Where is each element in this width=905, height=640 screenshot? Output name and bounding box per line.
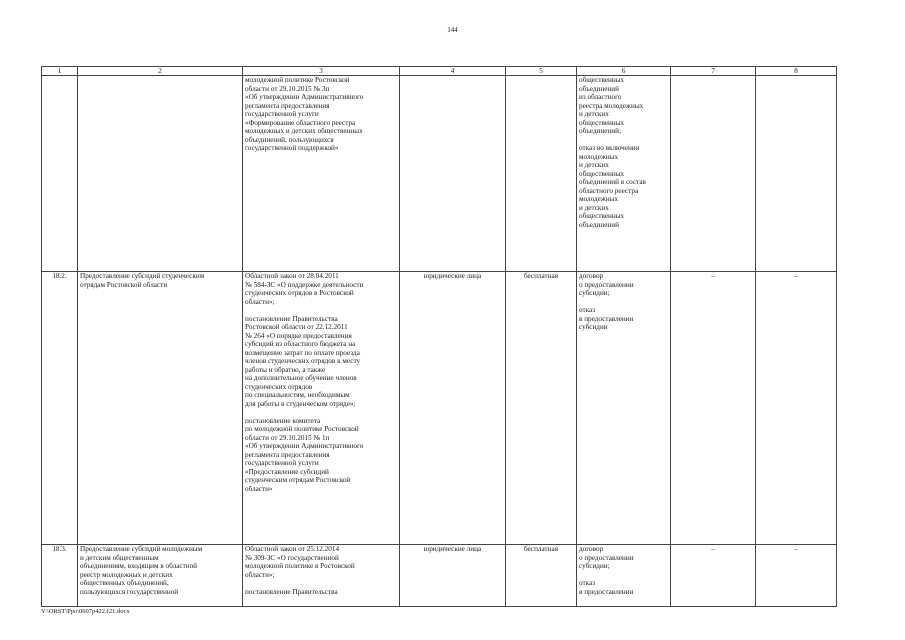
col7-value: – xyxy=(671,272,756,545)
col-header-7: 7 xyxy=(671,67,756,76)
file-path-footer: Y:\ORST\Ppo\0607p422.f21.docx xyxy=(41,608,130,615)
service-name: Предоставление субсидий студенческим отрядам Ростовской области xyxy=(78,272,243,545)
table-row xyxy=(42,545,837,607)
col8-value xyxy=(756,76,837,272)
col-header-2: 2 xyxy=(78,67,243,76)
cost: бесплатная xyxy=(506,272,577,545)
col8-value: – xyxy=(756,272,837,545)
col-header-4: 4 xyxy=(400,67,506,76)
col-header-3: 3 xyxy=(243,67,400,76)
col7-value: – xyxy=(671,545,756,607)
header-row xyxy=(42,67,837,76)
cost: бесплатная xyxy=(506,545,577,607)
table-row xyxy=(42,76,837,272)
col-header-1: 1 xyxy=(42,67,78,76)
legal-basis: молодежной политике Ростовской области от 29.10.2015 № 3п «Об утверждении Административного регламента предоставления государственной услуги «Формирование областного реестра молодежных и детских общественных объединений, пользующихся государственной поддержкой» xyxy=(243,76,400,272)
recipients xyxy=(400,76,506,272)
row-number xyxy=(42,76,78,272)
legal-basis: Областной закон от 28.04.2011 № 584-ЗС «О поддержке деятельности студенческих отрядов в Ростовской области»; постановление Правительства Ростовской области от 22.12.2011 № 264 «О порядке предоставления субсидий из областного бюджета на возмещение затрат по оплате проезда членов студенческих отрядов к месту работы и обратно, а также на дополнительное обучение членов студенческих отрядов по специальностям, необходимым для работы в студенческом отряде»; постановление комитета по молодежной политике Ростовской области от 29.10.2015 № 1п «Об утверждении Административного регламента предоставления государственной услуги «Предоставление субсидий студенческим отрядам Ростовской области» xyxy=(243,272,400,545)
page-number: 144 xyxy=(447,26,458,34)
result: договор о предоставлении субсидии; отказ в предоставлении субсидии xyxy=(577,272,671,545)
recipients: юридические лица xyxy=(400,272,506,545)
row-number: 18.2. xyxy=(42,272,78,545)
cost xyxy=(506,76,577,272)
row-number: 18.3. xyxy=(42,545,78,607)
col8-value: – xyxy=(756,545,837,607)
service-name xyxy=(78,76,243,272)
legal-basis: Областной закон от 25.12.2014 № 309-ЗС «О государственной молодежной политике в Ростовской области»; постановление Правительства xyxy=(243,545,400,607)
result: договор о предоставлении субсидии; отказ в предоставлении xyxy=(577,545,671,607)
recipients: юридические лица xyxy=(400,545,506,607)
service-name: Предоставление субсидий молодежным и детским общественным объединениям, входящим в областной реестр молодежных и детских общественных объединений, пользующихся государственной xyxy=(78,545,243,607)
result: общественных объединений из областного реестра молодежных и детских общественных объединений; отказ во включении молодежных и детских общественных объединений в состав областного реестра молодежных и детских общественных объединений xyxy=(577,76,671,272)
table-row xyxy=(42,272,837,545)
services-table xyxy=(41,66,837,607)
col-header-6: 6 xyxy=(577,67,671,76)
col7-value xyxy=(671,76,756,272)
col-header-8: 8 xyxy=(756,67,837,76)
col-header-5: 5 xyxy=(506,67,577,76)
